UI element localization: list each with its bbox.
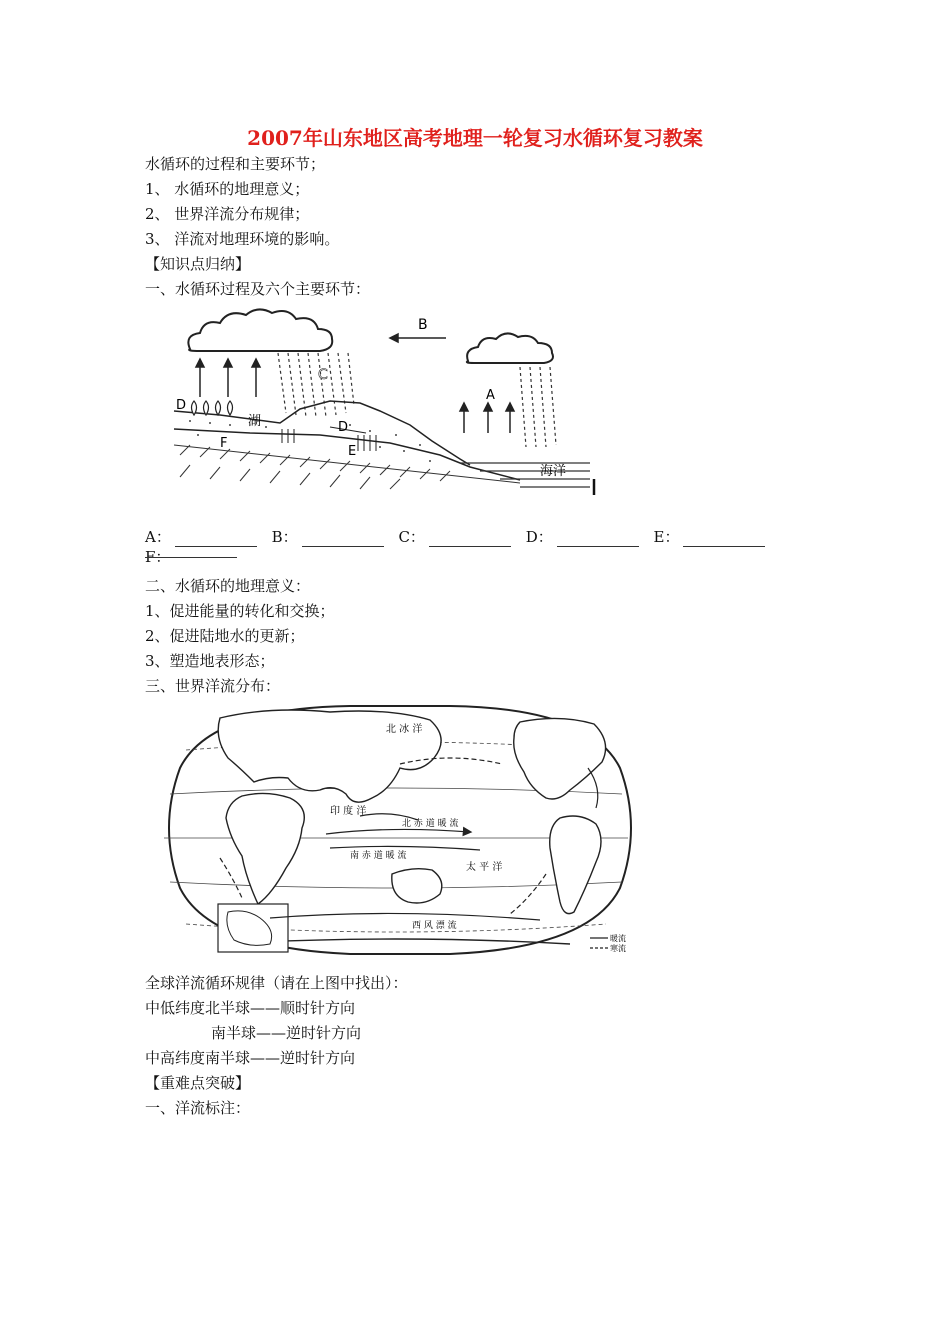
label-C: C — [318, 367, 328, 383]
label-A: A — [486, 388, 495, 403]
ocean-currents-map — [150, 698, 640, 960]
section2-item-0: 1、促进能量的转化和交换； — [145, 602, 335, 620]
label-E: E — [348, 444, 357, 459]
blank-e[interactable]: E： — [654, 527, 766, 547]
section3-heading: 三、世界洋流分布： — [145, 677, 281, 695]
map-label-pacific: 太 平 洋 — [466, 862, 503, 873]
blank-c[interactable]: C： — [398, 527, 510, 547]
map-label-indian: 印 度 洋 — [330, 806, 367, 817]
map-label-arctic: 北 冰 洋 — [386, 724, 423, 735]
section2-heading: 二、水循环的地理意义： — [145, 577, 311, 595]
legend-cold: 寒流 — [610, 944, 626, 953]
blanks-row — [145, 527, 805, 567]
rule-2: 中高纬度南半球——逆时针方向 — [145, 1049, 356, 1067]
intro-line-2: 2、 世界洋流分布规律； — [145, 205, 310, 223]
intro-line-3: 3、 洋流对地理环境的影响。 — [145, 230, 340, 248]
label-F: F — [220, 436, 228, 451]
legend-warm: 暖流 — [610, 934, 626, 943]
label-lake: 湖 — [248, 414, 262, 429]
section-key: 【重难点突破】 — [145, 1074, 251, 1092]
label-D-mid: D — [338, 420, 349, 435]
section2-item-2: 3、塑造地表形态； — [145, 652, 275, 670]
section2-item-1: 2、促进陆地水的更新； — [145, 627, 305, 645]
water-cycle-diagram — [170, 305, 600, 497]
section-key-item: 一、洋流标注： — [145, 1099, 251, 1117]
section1-heading: 一、水循环过程及六个主要环节： — [145, 280, 371, 298]
blank-f-line[interactable] — [145, 557, 237, 558]
page-title: 2007年山东地区高考地理一轮复习水循环复习教案 — [247, 126, 703, 150]
map-legend — [590, 933, 626, 953]
map-label-s-eq: 南 赤 道 暖 流 — [350, 851, 407, 861]
map-label-westwind: 西 风 漂 流 — [412, 921, 457, 931]
map-label-n-eq: 北 赤 道 暖 流 — [402, 819, 459, 829]
blank-a[interactable]: A： — [145, 527, 257, 547]
blank-f[interactable]: F： — [145, 548, 171, 566]
rule-heading: 全球洋流循环规律（请在上图中找出）： — [145, 974, 408, 992]
rule-1: 南半球——逆时针方向 — [211, 1024, 362, 1042]
label-ocean: 海洋 — [540, 464, 567, 479]
blank-b[interactable]: B： — [272, 527, 384, 547]
section-knowledge: 【知识点归纳】 — [145, 255, 251, 273]
rule-0: 中低纬度北半球——顺时针方向 — [145, 999, 356, 1017]
blank-d[interactable]: D： — [526, 527, 639, 547]
label-D-land: D — [176, 398, 187, 413]
intro-line-0: 水循环的过程和主要环节； — [145, 155, 326, 173]
intro-line-1: 1、 水循环的地理意义； — [145, 180, 310, 198]
label-B: B — [418, 317, 428, 333]
